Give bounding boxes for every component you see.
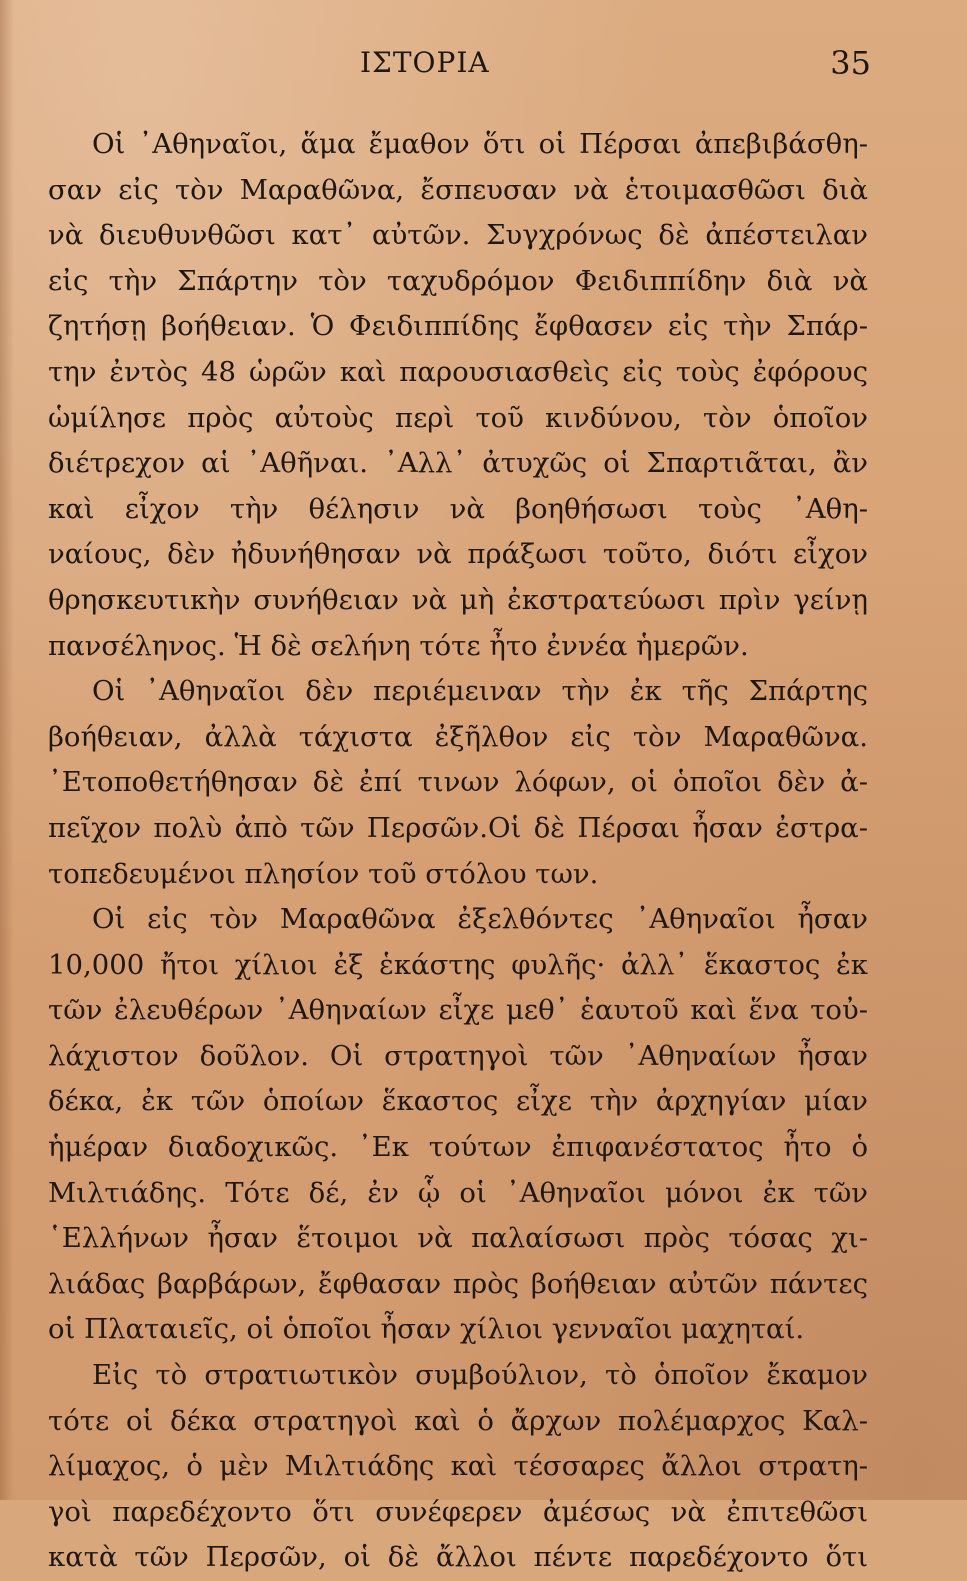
text-line: θρησκευτικὴν συνήθειαν νὰ μὴ ἐκστρατεύωσι πρὶν γείνῃ — [48, 583, 868, 616]
running-title: ΙΣΤΟΡΙΑ — [360, 46, 490, 79]
text-line: κατὰ τῶν Περσῶν, οἱ δὲ ἄλλοι πέντε παρεδέχοντο ὅτι — [48, 1541, 868, 1574]
text-line: την ἐντὸς 48 ὡρῶν καὶ παρουσιασθεὶς εἰς τοὺς ἐφόρους — [48, 355, 868, 388]
text-line: γοὶ παρεδέχοντο ὅτι συνέφερεν ἀμέσως νὰ ἐπιτεθῶσι — [48, 1495, 868, 1528]
text-line: Οἱ ᾿Αθηναῖοι δὲν περιέμειναν τὴν ἐκ τῆς Σπάρτης — [92, 675, 868, 708]
text-line: σαν εἰς τὸν Μαραθῶνα, ἔσπευσαν νὰ ἑτοιμασθῶσι διὰ — [48, 173, 868, 206]
text-line: ῾Ελλήνων ἦσαν ἕτοιμοι νὰ παλαίσωσι πρὸς τόσας χι- — [48, 1222, 868, 1255]
page-header — [0, 40, 967, 90]
text-line: λίμαχος, ὁ μὲν Μιλτιάδης καὶ τέσσαρες ἄλλοι στρατη- — [48, 1450, 868, 1483]
text-line: καὶ εἶχον τὴν θέλησιν νὰ βοηθήσωσι τοὺς ᾿Αθη- — [48, 492, 868, 525]
text-line: ζητήσῃ βοήθειαν. Ὁ Φειδιππίδης ἔφθασεν εἰς τὴν Σπάρ- — [48, 310, 868, 343]
text-line: δέκα, ἐκ τῶν ὁποίων ἕκαστος εἶχε τὴν ἀρχηγίαν μίαν — [48, 1085, 868, 1118]
text-line: λιάδας βαρβάρων, ἔφθασαν πρὸς βοήθειαν αὐτῶν πάντες — [48, 1267, 868, 1300]
text-line: εἰς τὴν Σπάρτην τὸν ταχυδρόμον Φειδιππίδην διὰ νὰ — [48, 264, 868, 297]
text-line: Εἰς τὸ στρατιωτικὸν συμβούλιον, τὸ ὁποῖον ἔκαμον — [92, 1359, 868, 1392]
text-line: πεῖχον πολὺ ἀπὸ τῶν Περσῶν.Οἱ δὲ Πέρσαι ἦσαν ἐστρα- — [48, 811, 868, 844]
text-line: πανσέληνος. Ἡ δὲ σελήνη τότε ἦτο ἐννέα ἡμερῶν. — [48, 629, 749, 662]
text-line: ᾿Ετοποθετήθησαν δὲ ἐπί τινων λόφων, οἱ ὁποῖοι δὲν ἀ- — [48, 766, 868, 799]
text-line: τότε οἱ δέκα στρατηγοὶ καὶ ὁ ἄρχων πολέμαρχος Καλ- — [48, 1404, 868, 1437]
text-line: τῶν ἐλευθέρων ᾿Αθηναίων εἶχε μεθ᾿ ἑαυτοῦ καὶ ἕνα τοὐ- — [48, 994, 868, 1027]
page-number: 35 — [830, 44, 871, 82]
text-line: ἡμέραν διαδοχικῶς. ᾿Εκ τούτων ἐπιφανέστατος ἦτο ὁ — [48, 1131, 868, 1164]
body-text — [48, 122, 868, 1581]
text-line: ὡμίλησε πρὸς αὐτοὺς περὶ τοῦ κινδύνου, τὸν ὁποῖον — [48, 401, 868, 434]
text-line: Οἱ ᾿Αθηναῖοι, ἅμα ἔμαθον ὅτι οἱ Πέρσαι ἀπεβιβάσθη- — [92, 128, 868, 160]
text-line: διέτρεχον αἱ ᾿Αθῆναι. ᾿Αλλ᾿ ἀτυχῶς οἱ Σπαρτιᾶται, ἂν — [48, 447, 868, 480]
text-line: Οἱ εἰς τὸν Μαραθῶνα ἐξελθόντες ᾿Αθηναῖοι ἦσαν — [92, 903, 868, 936]
text-line: τοπεδευμένοι πλησίον τοῦ στόλου των. — [48, 857, 599, 890]
text-line: οἱ Πλαταιεῖς, οἱ ὁποῖοι ἦσαν χίλιοι γενναῖοι μαχηταί. — [48, 1313, 805, 1346]
text-line: Μιλτιάδης. Τότε δέ, ἐν ᾧ οἱ ᾿Αθηναῖοι μόνοι ἐκ τῶν — [48, 1176, 868, 1209]
text-line: 10,000 ἤτοι χίλιοι ἐξ ἑκάστης φυλῆς· ἀλλ᾿ ἕκαστος ἐκ — [48, 948, 868, 981]
page-edge-shadow — [0, 0, 14, 1500]
text-line: λάχιστον δοῦλον. Οἱ στρατηγοὶ τῶν ᾿Αθηναίων ἦσαν — [48, 1039, 868, 1072]
text-line: ναίους, δὲν ἠδυνήθησαν νὰ πράξωσι τοῦτο, διότι εἶχον — [48, 538, 868, 571]
text-line: νὰ διευθυνθῶσι κατ᾿ αὐτῶν. Συγχρόνως δὲ ἀπέστειλαν — [48, 219, 868, 252]
text-line: βοήθειαν, ἀλλὰ τάχιστα ἐξῆλθον εἰς τὸν Μαραθῶνα. — [48, 720, 868, 753]
